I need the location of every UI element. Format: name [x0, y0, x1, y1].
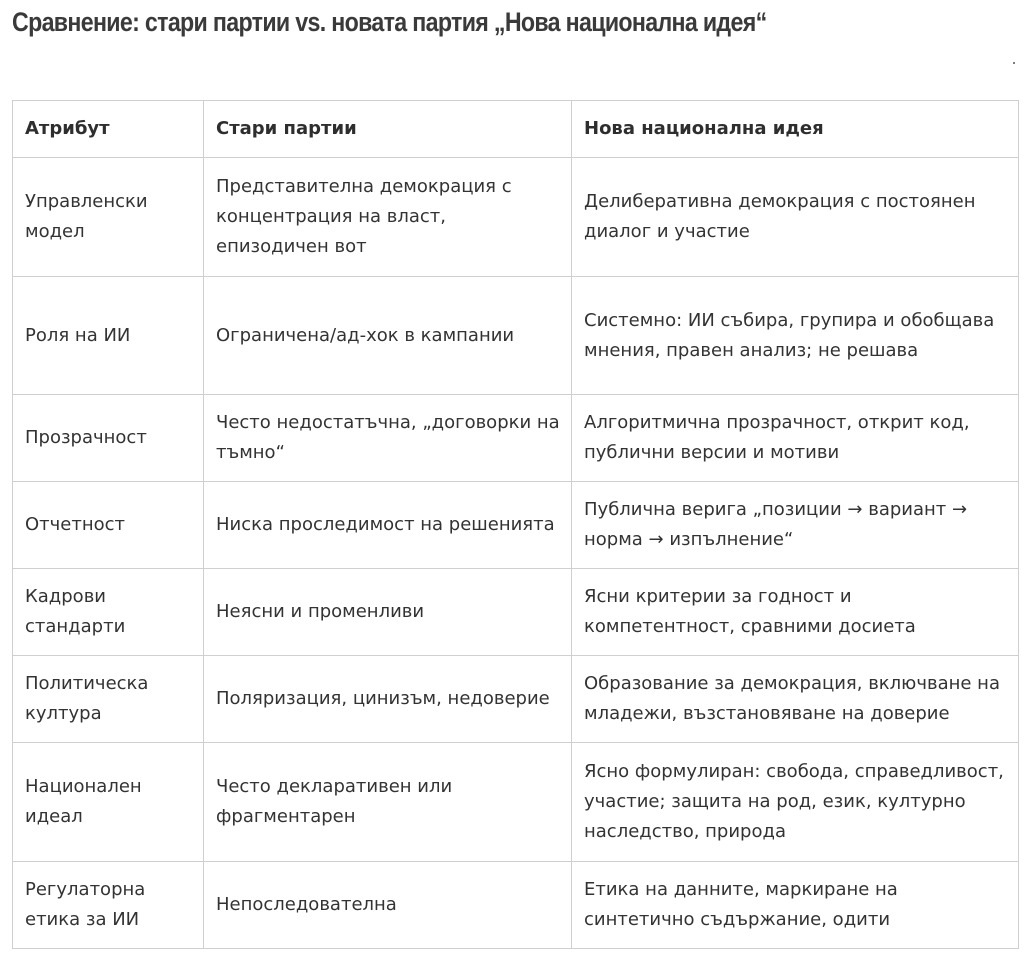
cell-old-parties: Често недостатъчна, „договорки на тъмно“ — [204, 395, 572, 482]
comparison-table — [12, 100, 1019, 949]
cell-new-party: Публична верига „позиции → вариант → норма → изпълнение“ — [572, 482, 1019, 569]
cell-old-parties: Ниска проследимост на решенията — [204, 482, 572, 569]
table-row — [13, 862, 1019, 949]
cell-old-parties: Ограничена/ад-хок в кампании — [204, 277, 572, 395]
cell-new-party: Ясно формулиран: свобода, справедливост, участие; защита на род, език, културно наследство, природа — [572, 743, 1019, 862]
cell-attribute: Регулаторна етика за ИИ — [13, 862, 204, 949]
cell-new-party: Етика на данните, маркиране на синтетично съдържание, одити — [572, 862, 1019, 949]
decorative-dot — [1013, 62, 1015, 64]
table-row — [13, 158, 1019, 277]
cell-attribute: Национален идеал — [13, 743, 204, 862]
page-title: Сравнение: стари партии vs. новата партия „Нова национална идея“ — [12, 7, 767, 37]
cell-old-parties: Представителна демокрация с концентрация на власт, епизодичен вот — [204, 158, 572, 277]
cell-attribute: Управленски модел — [13, 158, 204, 277]
cell-attribute: Кадрови стандарти — [13, 569, 204, 656]
table-row — [13, 482, 1019, 569]
cell-new-party: Ясни критерии за годност и компетентност, сравними досиета — [572, 569, 1019, 656]
table-row — [13, 395, 1019, 482]
table-row — [13, 743, 1019, 862]
table-row — [13, 656, 1019, 743]
cell-attribute: Отчетност — [13, 482, 204, 569]
table-row — [13, 569, 1019, 656]
header-new-party: Нова национална идея — [572, 101, 1019, 158]
cell-old-parties: Неясни и променливи — [204, 569, 572, 656]
cell-new-party: Системно: ИИ събира, групира и обобщава мнения, правен анализ; не решава — [572, 277, 1019, 395]
cell-old-parties: Поляризация, цинизъм, недоверие — [204, 656, 572, 743]
cell-attribute: Политическа култура — [13, 656, 204, 743]
cell-attribute: Роля на ИИ — [13, 277, 204, 395]
cell-old-parties: Често декларативен или фрагментарен — [204, 743, 572, 862]
cell-new-party: Алгоритмична прозрачност, открит код, публични версии и мотиви — [572, 395, 1019, 482]
table-header-row — [13, 101, 1019, 158]
cell-attribute: Прозрачност — [13, 395, 204, 482]
header-attribute: Атрибут — [13, 101, 204, 158]
cell-new-party: Образование за демокрация, включване на младежи, възстановяване на доверие — [572, 656, 1019, 743]
cell-new-party: Делиберативна демокрация с постоянен диалог и участие — [572, 158, 1019, 277]
header-old-parties: Стари партии — [204, 101, 572, 158]
cell-old-parties: Непоследователна — [204, 862, 572, 949]
table-row — [13, 277, 1019, 395]
